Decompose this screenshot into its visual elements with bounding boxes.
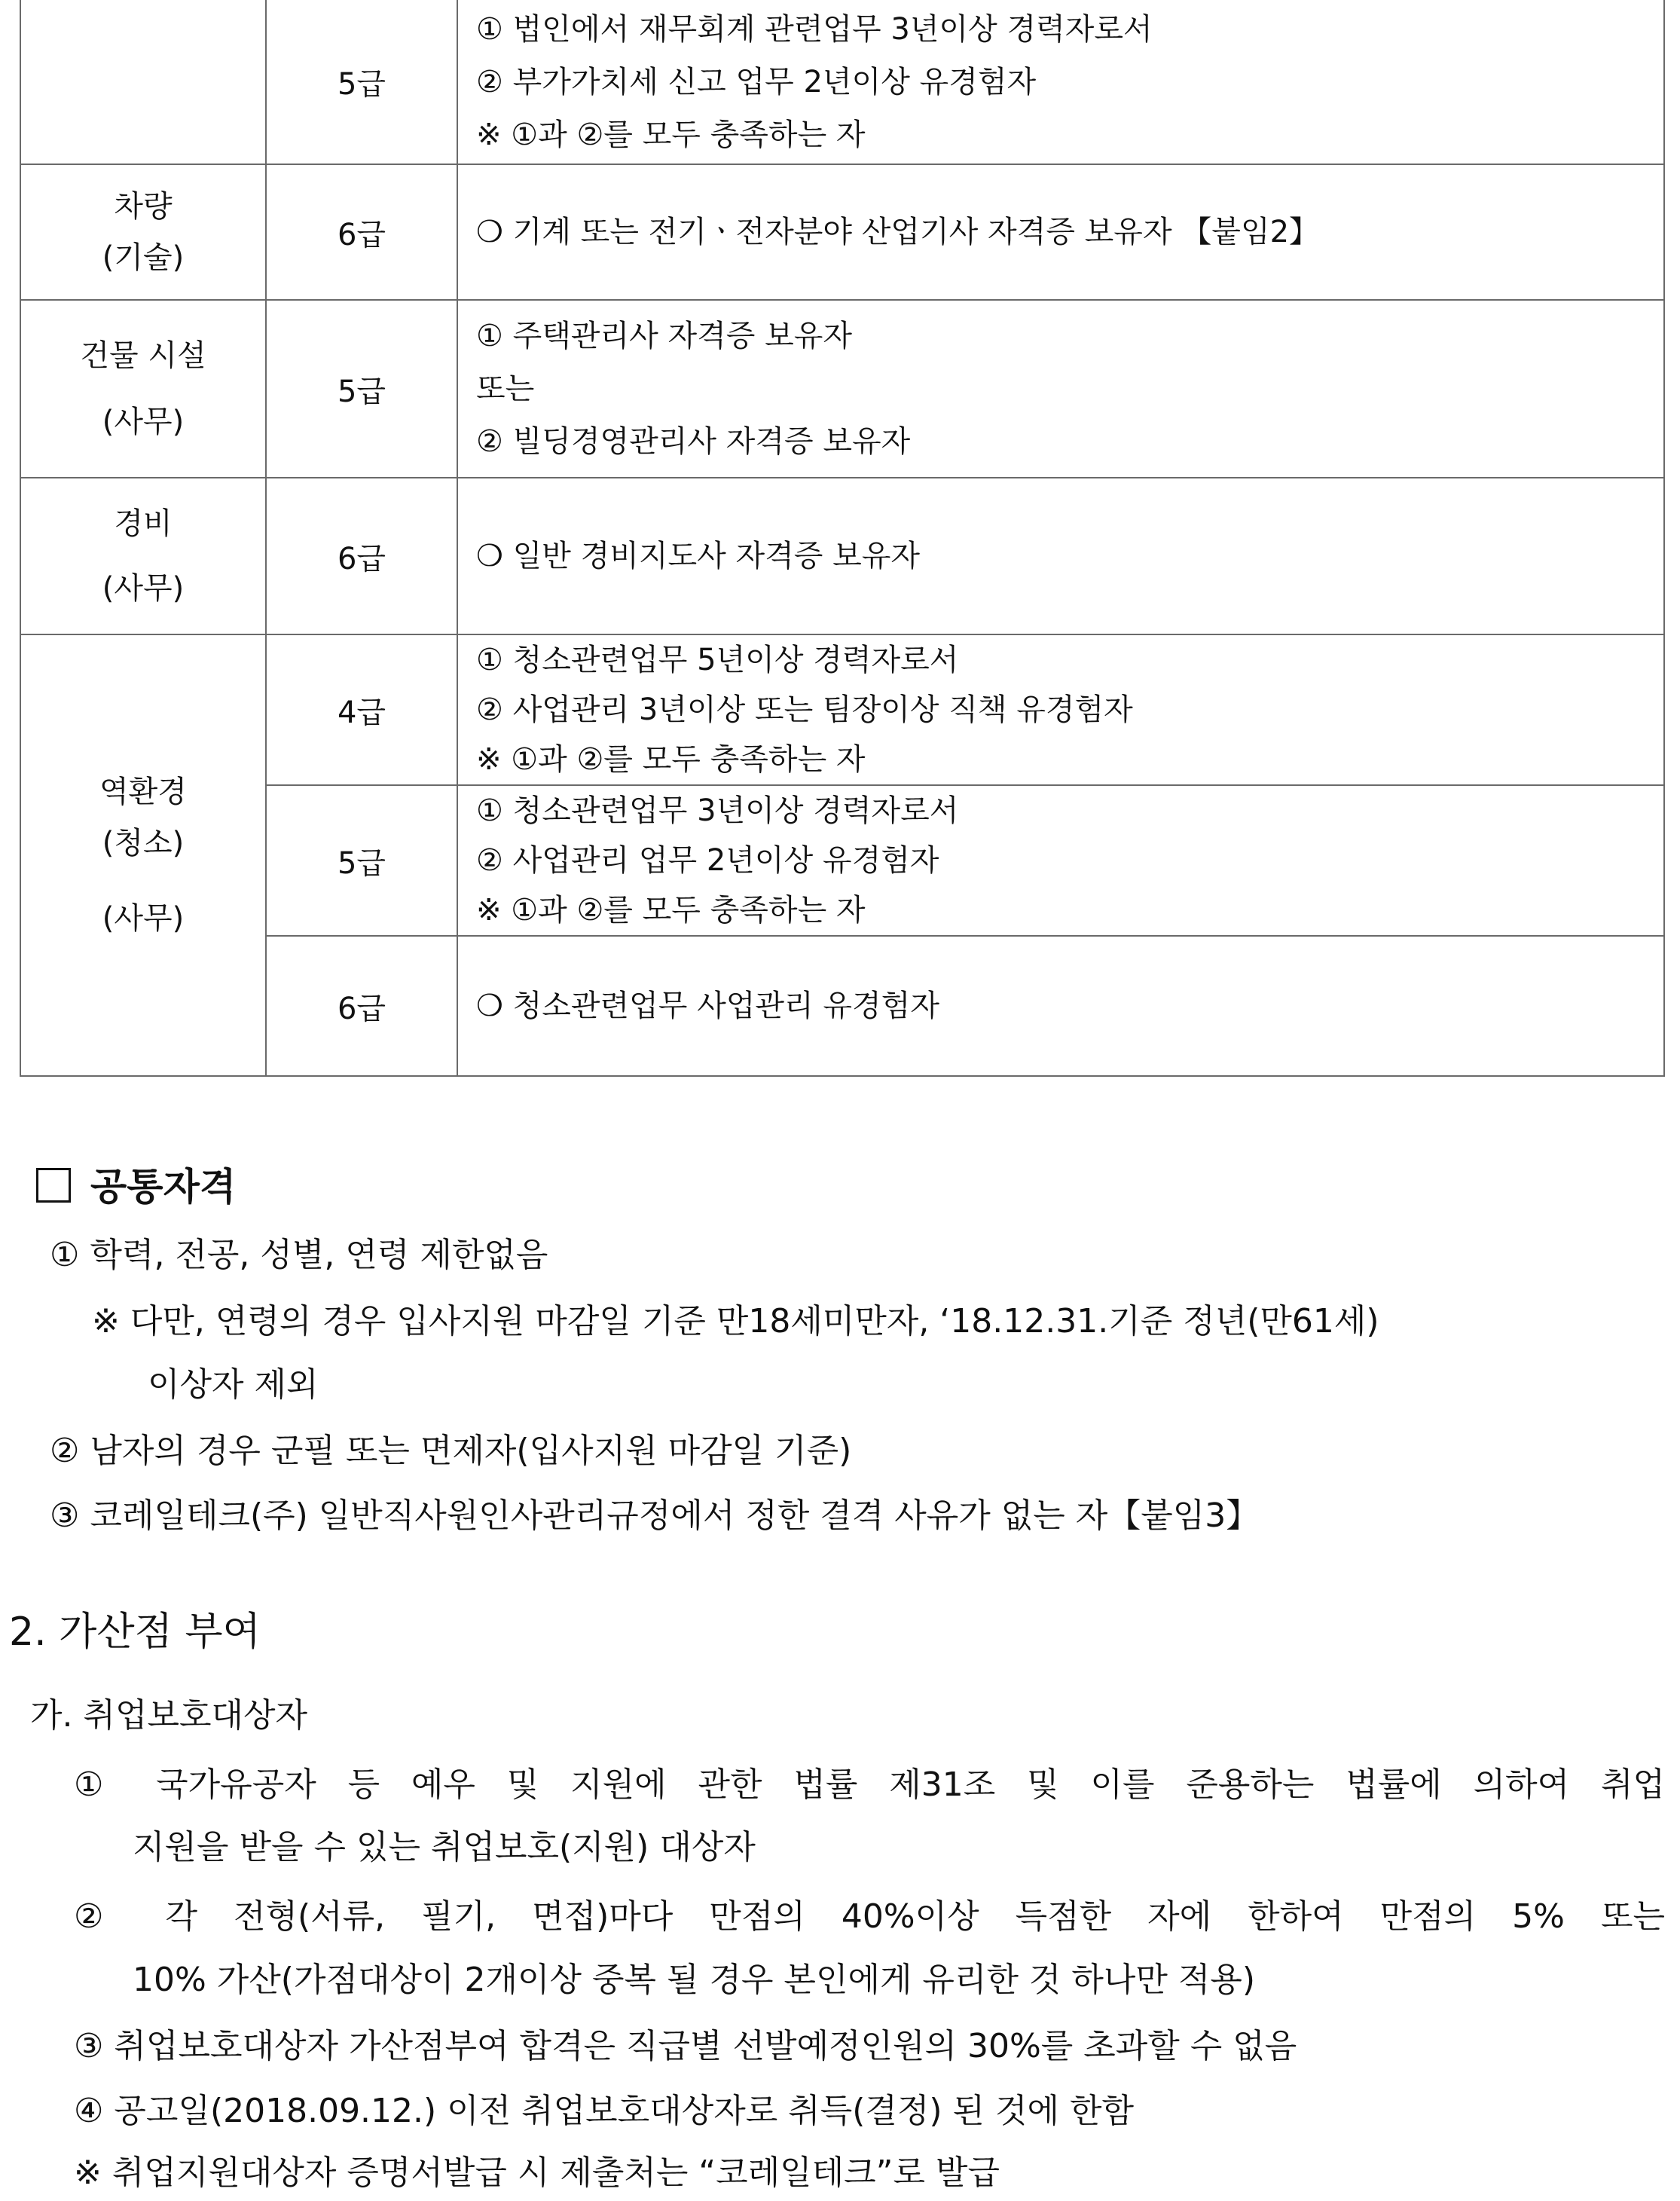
requirement-line: ② 부가가치세 신고 업무 2년이상 유경험자 xyxy=(476,64,1037,99)
requirement-line: 또는 xyxy=(476,371,535,406)
grade-cell: 6급 xyxy=(266,936,457,1076)
category-line: 역환경 xyxy=(99,775,187,809)
requirement-cell xyxy=(457,0,1664,164)
section-heading: 2. 가산점 부여 xyxy=(9,1609,261,1655)
bonus-item: ④ 공고일(2018.09.12.) 이전 취업보호대상자로 취득(결정) 된 것에 한함 xyxy=(74,2092,1135,2130)
table-row xyxy=(20,164,1664,300)
qualification-table xyxy=(20,0,1665,1077)
category-cell xyxy=(20,164,266,300)
requirement-line: ② 빌딩경영관리사 자격증 보유자 xyxy=(476,424,911,459)
table-row xyxy=(20,478,1664,634)
grade-cell: 5급 xyxy=(266,300,457,478)
requirement-cell xyxy=(457,300,1664,478)
requirement-line: ① 청소관련업무 3년이상 경력자로서 xyxy=(476,793,959,828)
common-qualification-heading xyxy=(36,1164,1680,1209)
requirement-line: ※ ①과 ②를 모두 충족하는 자 xyxy=(476,117,866,152)
grade-cell: 5급 xyxy=(266,785,457,936)
requirement-line: ① 법인에서 재무회계 관련업무 3년이상 경력자로서 xyxy=(476,11,1153,47)
bonus-item-cont: 지원을 받을 수 있는 취업보호(지원) 대상자 xyxy=(133,1828,756,1866)
common-item: ② 남자의 경우 군필 또는 면제자(입사지원 마감일 기준) xyxy=(50,1432,852,1470)
category-line: (기술) xyxy=(102,240,185,275)
common-item-note-cont: 이상자 제외 xyxy=(148,1365,319,1404)
checkbox-square-icon xyxy=(36,1168,71,1203)
bonus-item: ③ 취업보호대상자 가산점부여 합격은 직급별 선발예정인원의 30%를 초과할 수 없음 xyxy=(74,2027,1297,2065)
table-row xyxy=(20,936,1664,1076)
bonus-item: ① 국가유공자 등 예우 및 지원에 관한 법률 제31조 및 이를 준용하는 법률에 의하여 취업 xyxy=(74,1765,1665,1804)
requirement-line: ※ ①과 ②를 모두 충족하는 자 xyxy=(476,742,866,777)
bonus-item: ② 각 전형(서류, 필기, 면접)마다 만점의 40%이상 득점한 자에 한하여 만점의 5% 또는 xyxy=(74,1897,1665,1936)
category-line: (청소) xyxy=(102,826,185,861)
requirement-line: ① 청소관련업무 5년이상 경력자로서 xyxy=(476,643,959,677)
category-line: 차량 xyxy=(114,189,173,224)
requirement-line: ❍ 일반 경비지도사 자격증 보유자 xyxy=(476,539,921,573)
requirement-cell xyxy=(457,478,1664,634)
requirement-cell xyxy=(457,785,1664,936)
common-item: ① 학력, 전공, 성별, 연령 제한없음 xyxy=(50,1236,548,1274)
category-cell xyxy=(20,0,266,164)
bonus-item-cont: 10% 가산(가점대상이 2개이상 중복 될 경우 본인에게 유리한 것 하나만 적용) xyxy=(133,1961,1256,1999)
bonus-item-note: ※ 취업지원대상자 증명서발급 시 제출처는 “코레일테크”로 발급 xyxy=(74,2154,1000,2192)
requirement-line: ※ ①과 ②를 모두 충족하는 자 xyxy=(476,893,866,928)
requirement-line: ② 사업관리 업무 2년이상 유경험자 xyxy=(476,843,939,878)
common-title: 공통자격 xyxy=(90,1165,237,1209)
category-cell xyxy=(20,300,266,478)
category-line: 건물 시설 xyxy=(80,338,206,373)
common-item-note: ※ 다만, 연령의 경우 입사지원 마감일 기준 만18세미만자, ‘18.12.31.기준 정년(만61세) xyxy=(92,1302,1379,1340)
grade-cell: 6급 xyxy=(266,478,457,634)
requirement-line: ② 사업관리 3년이상 또는 팀장이상 직책 유경험자 xyxy=(476,692,1133,727)
subsection-heading: 가. 취업보호대상자 xyxy=(30,1696,308,1735)
table-row xyxy=(20,300,1664,478)
category-cell xyxy=(20,478,266,634)
category-cell xyxy=(20,634,266,1076)
category-line: (사무) xyxy=(102,571,185,606)
requirement-cell xyxy=(457,936,1664,1076)
grade-cell: 6급 xyxy=(266,164,457,300)
table-row xyxy=(20,0,1664,164)
grade-cell: 4급 xyxy=(266,634,457,785)
table-row xyxy=(20,634,1664,785)
requirement-line: ❍ 기계 또는 전기ㆍ전자분야 산업기사 자격증 보유자 【붙임2】 xyxy=(476,215,1320,249)
category-line: (사무) xyxy=(102,405,185,439)
category-line: 경비 xyxy=(114,506,173,541)
requirement-cell xyxy=(457,634,1664,785)
table-row xyxy=(20,785,1664,936)
grade-cell: 5급 xyxy=(266,0,457,164)
requirement-line: ❍ 청소관련업무 사업관리 유경험자 xyxy=(476,989,939,1023)
category-line: (사무) xyxy=(102,901,185,936)
requirement-line: ① 주택관리사 자격증 보유자 xyxy=(476,319,853,353)
common-item: ③ 코레일테크(주) 일반직사원인사관리규정에서 정한 결격 사유가 없는 자【붙임3】 xyxy=(50,1496,1260,1535)
requirement-cell xyxy=(457,164,1664,300)
